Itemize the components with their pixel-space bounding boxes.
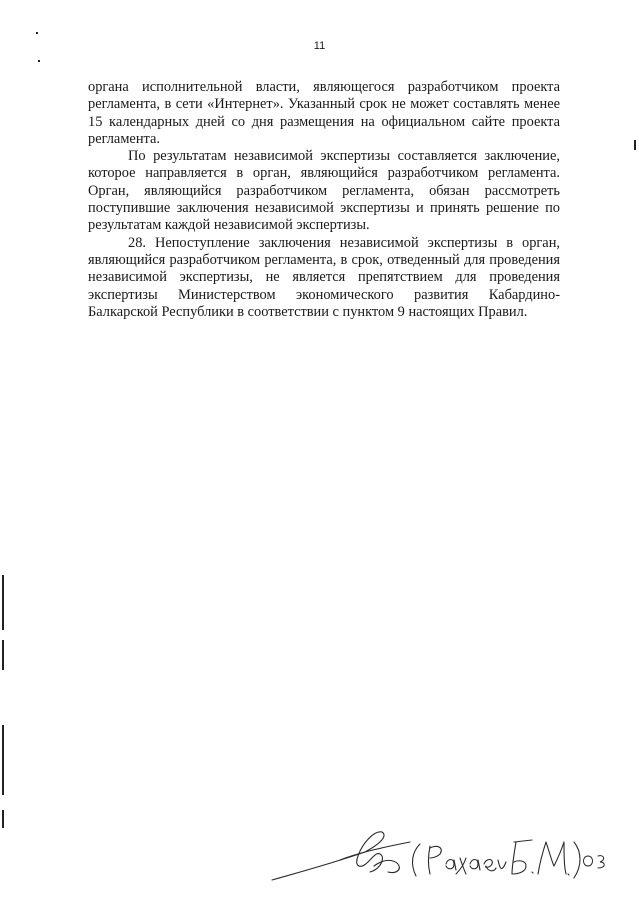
scan-mark [36, 32, 38, 34]
paragraph: По результатам независимой экспертизы составляется заключение, которое направляется в орган, являющийся разработчиком регламента. Орган, являющийся разработчиком регламента, обязан рассмотреть поступившие заключения независимой экспертизы и принять решение по результатам каждой независимой экспертизы. [88, 148, 560, 234]
document-body [88, 79, 560, 321]
scan-mark [634, 140, 636, 150]
scan-mark [2, 810, 4, 828]
scan-mark [2, 575, 4, 630]
paragraph: органа исполнительной власти, являющегося разработчиком проекта регламента, в сети «Интернет». Указанный срок не может составлять менее 15 календарных дней со дня размещения на официальном сайте проекта регламента. [88, 79, 560, 147]
handwritten-signature [270, 822, 610, 892]
scan-mark [2, 640, 4, 670]
paragraph: 28. Непоступление заключения независимой экспертизы в орган, являющийся разработчиком регламента, в срок, отведенный для проведения независимой экспертизы, не является препятствием для проведения экспертизы Министерством экономического развития Кабардино-Балкарской Республики в соответствии с пунктом 9 настоящих Правил. [88, 234, 560, 320]
scan-mark [38, 60, 40, 62]
signature-drawing [270, 822, 610, 892]
scan-mark [2, 725, 4, 795]
page-number: 11 [313, 40, 326, 52]
